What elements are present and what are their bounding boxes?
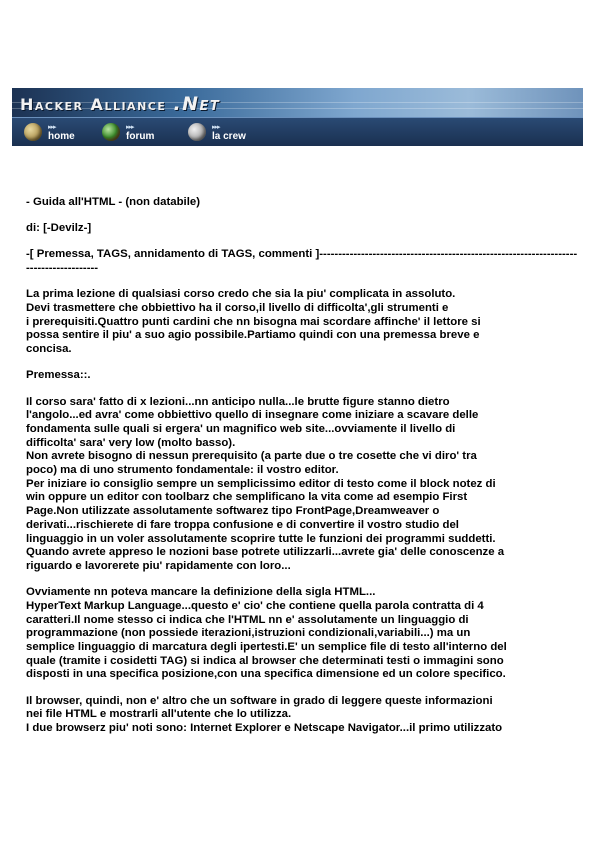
document-author: di: [-Devilz-] [26,222,92,235]
nav-item-la-crew[interactable] [188,122,246,142]
section-header: -[ Premessa, TAGS, annidamento di TAGS, commenti ]--------------------------------------------------------------------------------------- [26,248,578,275]
forum-icon [102,123,120,141]
logo-text: Hacker Alliance [20,95,174,114]
home-icon [24,123,42,141]
nav-item-forum[interactable] [102,122,154,142]
paragraph: Il corso sara' fatto di x lezioni...nn anticipo nulla...le brutte figure stanno dietro l'angolo...ed avra' come obbiettivo quello di insegnare come iniziare a scavare delle fondamenta sulle quali si ergera' un magnifico web site...ovviamente il livello di difficolta' sara' very low (molto basso). Non avrete bisogno di nessun prerequisito (a parte due o tre cosette che vi diro' tra poco) ma di uno strumento fondamentale: il vostro editor. Per iniziare io consiglio sempre un semplicissimo editor di testo come il block notez di win oppure un editor con toolbarz che semplificano la vita come ad esempio First Page.Non utilizzate assolutamente softwarez tipo FrontPage,Dreamweaver o derivati...rischierete di fare troppa confusione e di convertire il vostro studio del linguaggio in un voler assolutamente scoprire tutte le funzioni dei programmi suddetti. Quando avrete appreso le nozioni base potrete utilizzarli...avrete gia' delle conoscenze a riguardo e lavorerete piu' rapidamente con loro... [26,395,505,572]
paragraph: Ovviamente nn poteva mancare la definizione della sigla HTML... HyperText Markup Language...questo e' cio' che contiene quella parola contratta di 4 caratteri.Il nome stesso ci indica che l'HTML nn e' assolutamente un linguaggio di programmazione (non possiede iterazioni,istruzioni condizionali,variabili...) ma un semplice linguaggio di marcatura degli ipertesti.E' un semplice file di testo all'interno del quale (tramite i cosidetti TAG) si indica al browser che determinati testi o immagini sono disposti in una specifica posizione,con una specifica dimensione ed un colore specifico. [26,586,507,681]
document-title: - Guida all'HTML - (non databile) [26,196,200,208]
nav-label-forum: forum [126,131,155,142]
nav-item-home[interactable] [24,122,75,142]
site-banner [12,88,583,146]
document-body [26,196,578,748]
paragraph: Il browser, quindi, non e' altro che un software in grado di leggere queste informazioni nei file HTML e mostrarli all'utente che lo utilizza. I due browserz piu' noti sono: Internet Explorer e Netscape Navigator...il primo utilizzato [26,694,503,734]
paragraph: Premessa::. [26,369,91,382]
crew-icon [188,123,206,141]
nav-arrows: ▸▸▸ [48,124,56,131]
nav-label-home: home [48,131,75,142]
nav-arrows: ▸▸▸ [212,124,220,131]
nav-bar [12,117,583,146]
site-logo[interactable] [20,93,220,115]
nav-arrows: ▸▸▸ [126,124,134,131]
nav-label-la-crew: la crew [212,131,246,142]
logo-suffix: .Net [173,93,221,115]
paragraph: La prima lezione di qualsiasi corso credo che sia la piu' complicata in assoluto. Devi trasmettere che obbiettivo ha il corso,il livello di difficolta',gli strumenti e i prerequisiti.Quattro punti cardini che nn bisogna mai scordare affinche' il lettore si possa sentire il piu' a suo agio possibile.Partiamo quindi con una premessa breve e concisa. [26,288,481,356]
